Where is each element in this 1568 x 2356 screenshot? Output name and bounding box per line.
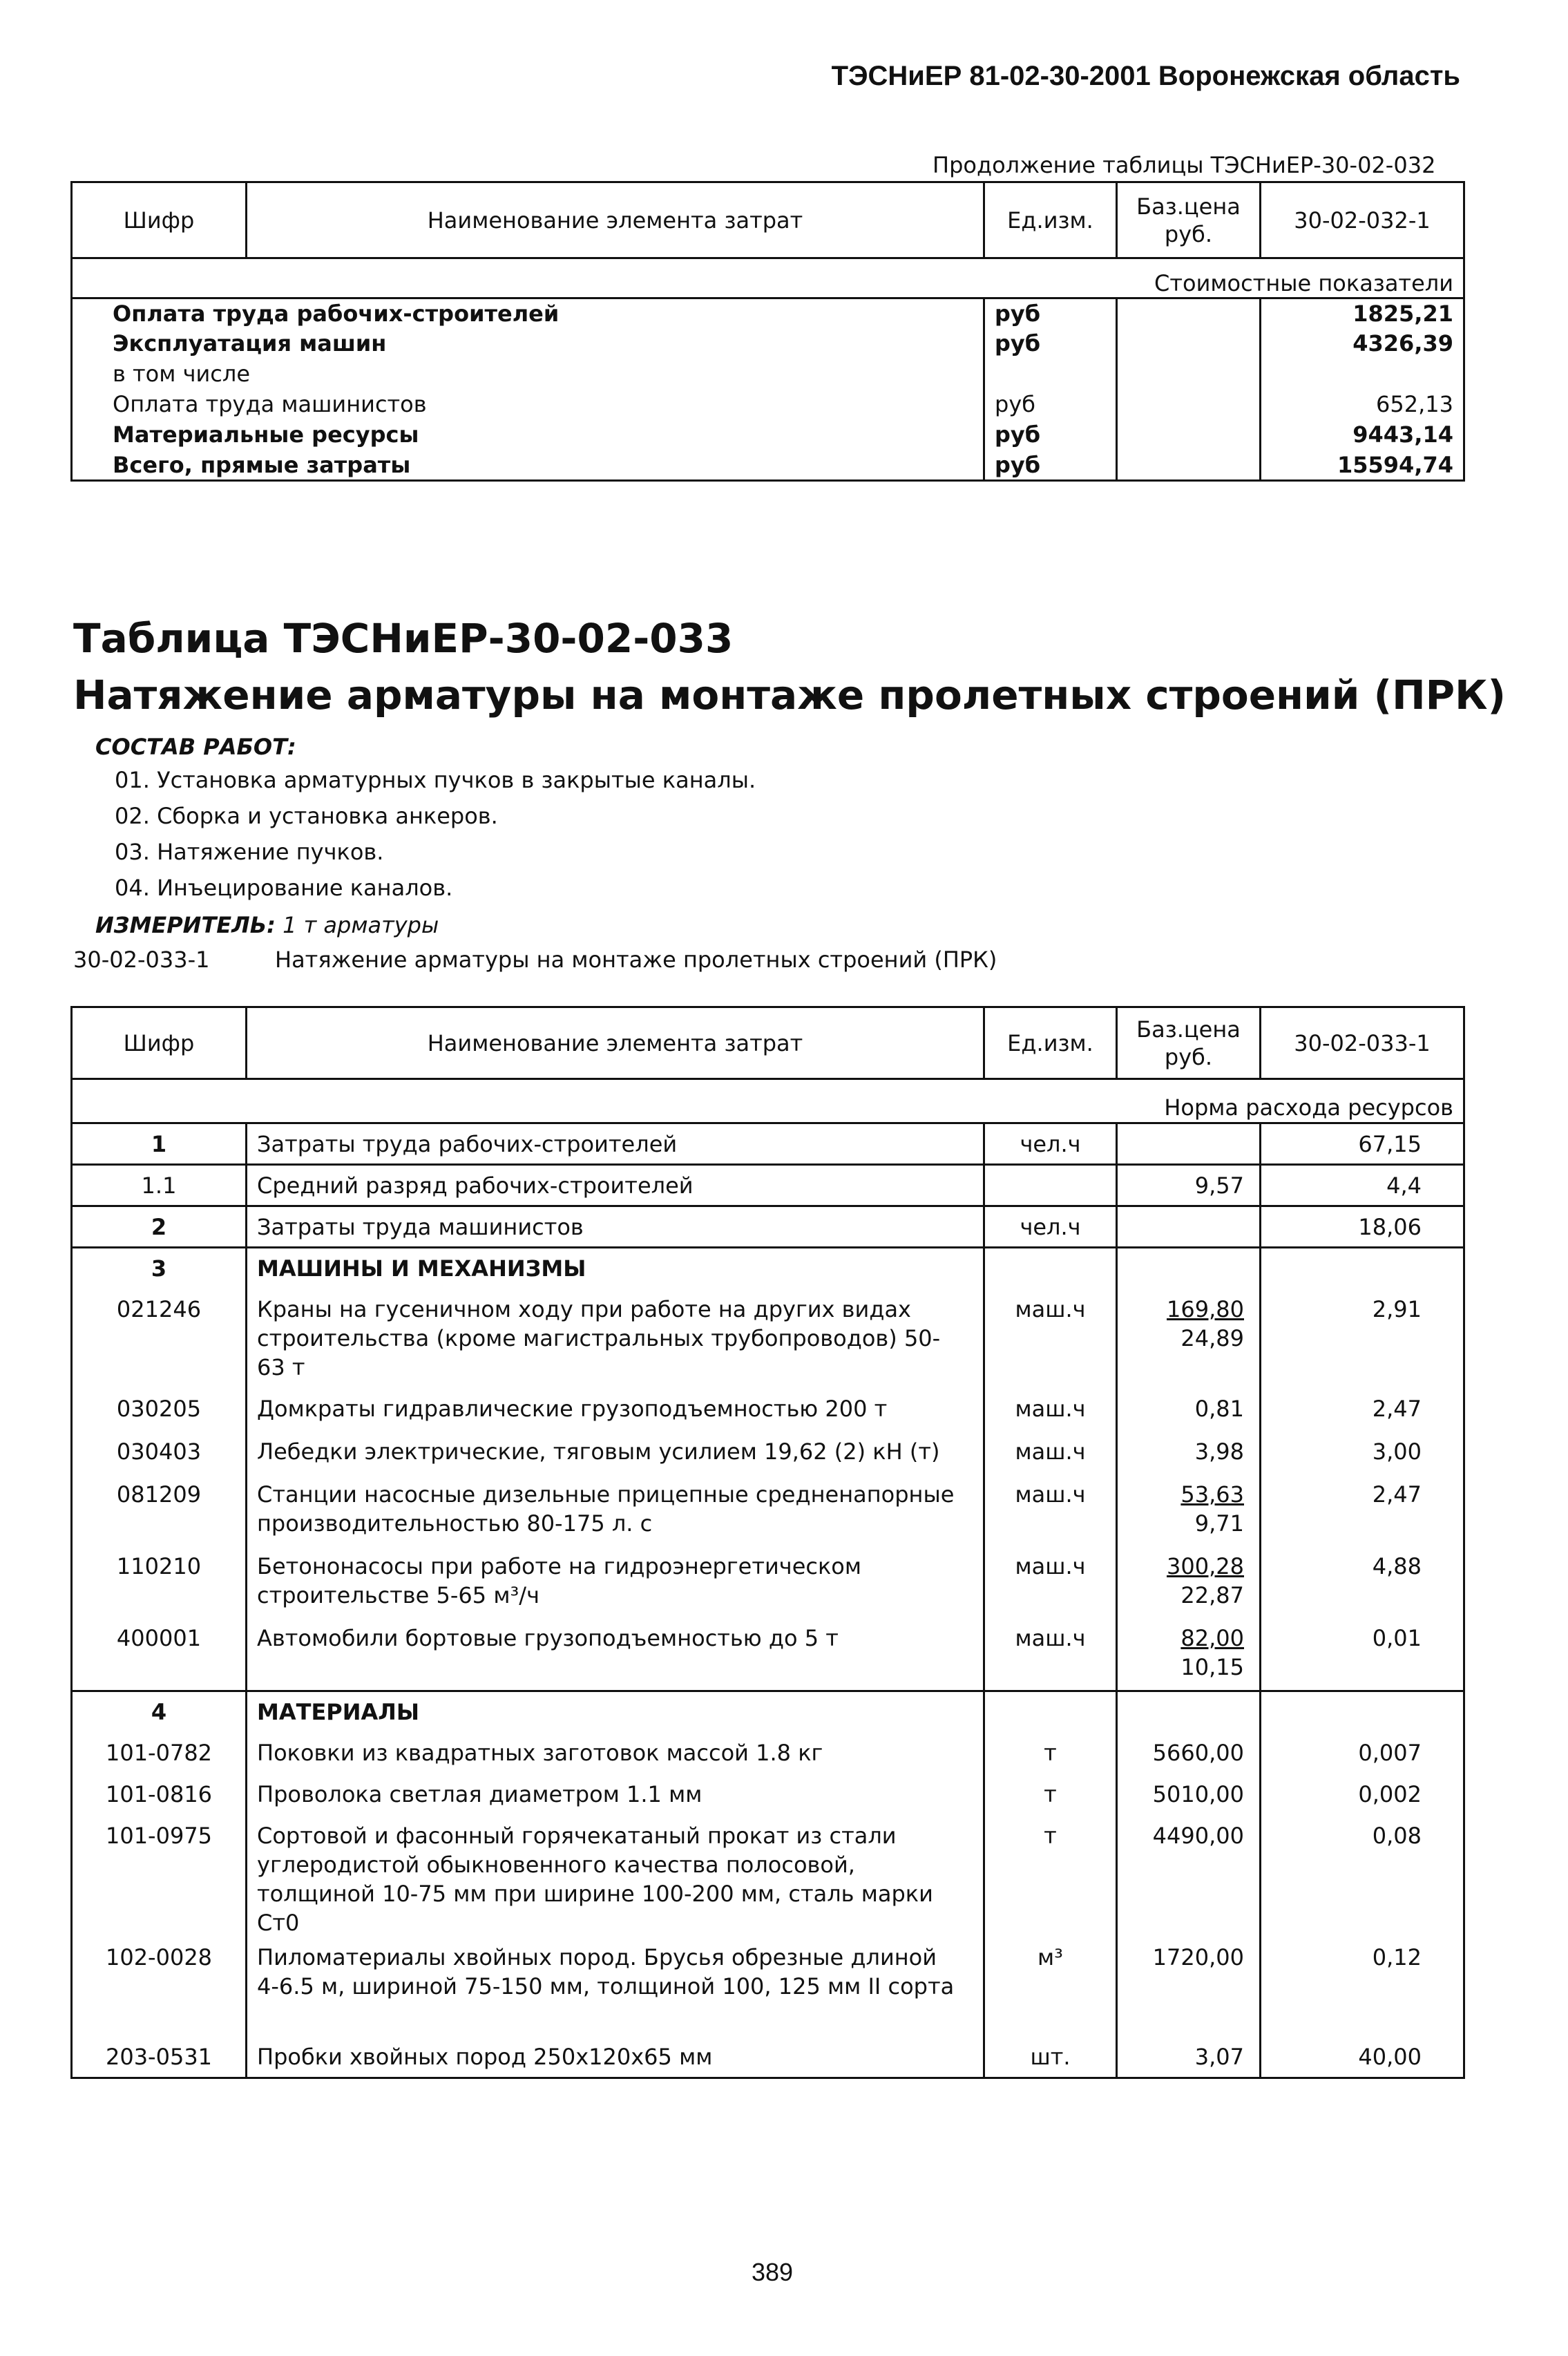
resource-price	[1117, 1123, 1261, 1165]
cost-item-name: Оплата труда машинистов	[113, 390, 427, 417]
cost-item-value: 1825,21	[1261, 298, 1464, 329]
resource-unit: м³	[984, 1937, 1117, 2037]
table-row	[72, 1474, 1464, 1546]
resource-code: 110210	[116, 1552, 202, 1579]
resource-price	[1117, 1206, 1261, 1248]
table-row	[72, 1248, 1464, 1289]
cost-item-name: Всего, прямые затраты	[113, 451, 411, 478]
table-row	[72, 1389, 1464, 1432]
price-value-secondary: 22,87	[1180, 1581, 1244, 1608]
table-row	[72, 1289, 1464, 1389]
resource-price	[1117, 1816, 1261, 1937]
table-row	[72, 1774, 1464, 1816]
meter-line	[95, 912, 439, 938]
work-heading: СОСТАВ РАБОТ:	[95, 734, 296, 760]
resource-code: 030205	[116, 1395, 202, 1422]
table-title: Таблица ТЭСНиЕР-30-02-033	[73, 615, 734, 662]
work-item: 03. Натяжение пучков.	[115, 839, 384, 865]
resource-code: 102-0028	[105, 1944, 213, 1970]
resource-unit: чел.ч	[984, 1123, 1117, 1165]
resource-norm: 40,00	[1261, 2037, 1464, 2078]
price-value-secondary: 10,15	[1180, 1653, 1244, 1680]
resource-price	[1117, 1165, 1261, 1206]
resource-name: МАТЕРИАЛЫ	[247, 1691, 984, 1733]
resource-unit: маш.ч	[984, 1618, 1117, 1691]
resource-code: 021246	[116, 1295, 202, 1322]
cost-item-unit: руб	[984, 420, 1117, 450]
header-name: Наименование элемента затрат	[247, 1007, 984, 1079]
resource-price	[1117, 1474, 1261, 1546]
header-col-id: 30-02-032-1	[1261, 182, 1464, 258]
resource-unit: маш.ч	[984, 1289, 1117, 1389]
cost-item-price	[1117, 420, 1261, 450]
resource-code: 203-0531	[105, 2043, 213, 2070]
item-line	[73, 947, 997, 973]
resource-price	[1117, 1248, 1261, 1289]
table-row	[72, 329, 1464, 359]
header-unit: Ед.изм.	[984, 182, 1117, 258]
resource-name: Затраты труда машинистов	[247, 1206, 984, 1248]
resource-name: МАШИНЫ И МЕХАНИЗМЫ	[247, 1248, 984, 1289]
resource-price	[1117, 1618, 1261, 1691]
header-col-id: 30-02-033-1	[1261, 1007, 1464, 1079]
resource-unit: маш.ч	[984, 1546, 1117, 1618]
cost-indicators-table	[70, 181, 1465, 482]
resource-code: 1	[151, 1131, 167, 1157]
resource-code: 1.1	[141, 1172, 177, 1199]
cost-item-price	[1117, 359, 1261, 390]
table-row	[72, 420, 1464, 450]
resource-unit	[984, 1248, 1117, 1289]
resource-norm: 2,47	[1261, 1389, 1464, 1432]
table-row	[72, 1432, 1464, 1474]
resource-code: 030403	[116, 1438, 202, 1465]
resource-name: Бетононасосы при работе на гидроэнергетическом строительстве 5-65 м³/ч	[247, 1546, 984, 1618]
resource-price	[1117, 2037, 1261, 2078]
price-value: 9,57	[1194, 1172, 1244, 1199]
table-row	[72, 1546, 1464, 1618]
resource-name: Проволока светлая диаметром 1.1 мм	[247, 1774, 984, 1816]
table-row	[72, 1733, 1464, 1774]
resource-unit	[984, 1691, 1117, 1733]
resource-norm: 4,88	[1261, 1546, 1464, 1618]
price-value: 1720,00	[1152, 1944, 1244, 1970]
price-value-secondary: 9,71	[1194, 1510, 1244, 1537]
cost-item-name: Материальные ресурсы	[113, 421, 419, 448]
cost-item-price	[1117, 390, 1261, 420]
resource-name: Пробки хвойных пород 250х120х65 мм	[247, 2037, 984, 2078]
resource-norm: 2,91	[1261, 1289, 1464, 1389]
resource-norm	[1261, 1691, 1464, 1733]
table-row	[72, 1123, 1464, 1165]
table-row	[72, 450, 1464, 481]
resource-price	[1117, 1774, 1261, 1816]
resource-unit: шт.	[984, 2037, 1117, 2078]
cost-item-value	[1261, 359, 1464, 390]
table-row	[72, 390, 1464, 420]
table-row	[72, 1165, 1464, 1206]
resource-norm: 0,002	[1261, 1774, 1464, 1816]
work-item: 01. Установка арматурных пучков в закрытые каналы.	[115, 767, 756, 793]
resource-price	[1117, 1289, 1261, 1389]
section-label: Норма расхода ресурсов	[1164, 1094, 1453, 1121]
header-price: Баз.цена руб.	[1117, 1007, 1261, 1079]
cost-item-value: 652,13	[1261, 390, 1464, 420]
resource-code: 101-0816	[105, 1780, 213, 1807]
resource-unit	[984, 1165, 1117, 1206]
cost-item-name: в том числе	[113, 360, 250, 387]
price-value: 53,63	[1180, 1481, 1244, 1508]
resource-unit: т	[984, 1816, 1117, 1937]
resource-norm: 0,12	[1261, 1937, 1464, 2037]
resource-norm	[1261, 1248, 1464, 1289]
resource-unit: маш.ч	[984, 1474, 1117, 1546]
cost-item-unit	[984, 359, 1117, 390]
cost-item-price	[1117, 450, 1261, 481]
cost-item-value: 9443,14	[1261, 420, 1464, 450]
price-value-secondary: 24,89	[1180, 1324, 1244, 1351]
table-row	[72, 1816, 1464, 1937]
resource-price	[1117, 1691, 1261, 1733]
resource-name: Домкраты гидравлические грузоподъемностью 200 т	[247, 1389, 984, 1432]
price-value: 3,98	[1194, 1438, 1244, 1465]
resource-name: Затраты труда рабочих-строителей	[247, 1123, 984, 1165]
resource-norm: 67,15	[1261, 1123, 1464, 1165]
resource-unit: чел.ч	[984, 1206, 1117, 1248]
header-price: Баз.цена руб.	[1117, 182, 1261, 258]
resource-norm: 0,01	[1261, 1618, 1464, 1691]
meter-label: ИЗМЕРИТЕЛЬ:	[95, 912, 276, 938]
cost-item-value: 4326,39	[1261, 329, 1464, 359]
resource-price	[1117, 1432, 1261, 1474]
header-code: Шифр	[72, 1007, 247, 1079]
resource-code: 081209	[116, 1481, 202, 1508]
resource-norm: 18,06	[1261, 1206, 1464, 1248]
price-value: 169,80	[1167, 1295, 1244, 1322]
header-name: Наименование элемента затрат	[247, 182, 984, 258]
resource-name: Средний разряд рабочих-строителей	[247, 1165, 984, 1206]
meter-value: 1 т арматуры	[283, 912, 439, 938]
cost-item-unit: руб	[984, 298, 1117, 329]
cost-item-price	[1117, 329, 1261, 359]
resource-code: 101-0975	[105, 1822, 213, 1849]
table-row	[72, 1206, 1464, 1248]
running-header: ТЭСНиЕР 81-02-30-2001 Воронежская область	[831, 61, 1460, 91]
resource-name: Поковки из квадратных заготовок массой 1.8 кг	[247, 1733, 984, 1774]
price-value: 0,81	[1194, 1395, 1244, 1422]
work-item: 04. Инъецирование каналов.	[115, 875, 453, 901]
resource-name: Пиломатериалы хвойных пород. Брусья обрезные длиной 4-6.5 м, шириной 75-150 мм, толщиной 100, 125 мм II сорта	[247, 1937, 984, 2037]
resource-price	[1117, 1733, 1261, 1774]
cost-item-unit: руб	[984, 390, 1117, 420]
resource-code: 4	[151, 1699, 167, 1725]
resource-price	[1117, 1389, 1261, 1432]
resource-price	[1117, 1937, 1261, 2037]
resource-norm: 0,007	[1261, 1733, 1464, 1774]
price-value: 300,28	[1167, 1552, 1244, 1579]
resource-unit: т	[984, 1733, 1117, 1774]
table-row	[72, 1618, 1464, 1691]
resource-norm: 0,08	[1261, 1816, 1464, 1937]
cost-item-name: Эксплуатация машин	[113, 330, 387, 357]
header-code: Шифр	[72, 182, 247, 258]
cost-item-unit: руб	[984, 450, 1117, 481]
resource-code: 400001	[116, 1624, 202, 1651]
resource-norms-table	[70, 1006, 1465, 2079]
cost-item-name: Оплата труда рабочих-строителей	[113, 301, 560, 327]
header-unit: Ед.изм.	[984, 1007, 1117, 1079]
price-value: 5010,00	[1152, 1780, 1244, 1807]
resource-code: 101-0782	[105, 1739, 213, 1766]
cost-item-value: 15594,74	[1261, 450, 1464, 481]
price-value: 82,00	[1180, 1624, 1244, 1651]
work-item: 02. Сборка и установка анкеров.	[115, 803, 498, 829]
table-row	[72, 359, 1464, 390]
table-row	[72, 2037, 1464, 2078]
resource-norm: 3,00	[1261, 1432, 1464, 1474]
price-value: 5660,00	[1152, 1739, 1244, 1766]
item-code: 30-02-033-1	[73, 947, 210, 973]
table-row	[72, 1691, 1464, 1733]
resource-unit: маш.ч	[984, 1432, 1117, 1474]
resource-name: Лебедки электрические, тяговым усилием 19,62 (2) кН (т)	[247, 1432, 984, 1474]
cost-item-unit: руб	[984, 329, 1117, 359]
resource-name: Сортовой и фасонный горячекатаный прокат из стали углеродистой обыкновенного качества полосовой, толщиной 10-75 мм при ширине 100-200 мм, сталь марки Ст0	[247, 1816, 984, 1937]
table-subtitle: Натяжение арматуры на монтаже пролетных строений (ПРК)	[73, 672, 1507, 719]
price-value: 3,07	[1194, 2043, 1244, 2070]
cost-item-price	[1117, 298, 1261, 329]
resource-name: Автомобили бортовые грузоподъемностью до 5 т	[247, 1618, 984, 1691]
resource-price	[1117, 1546, 1261, 1618]
resource-unit: т	[984, 1774, 1117, 1816]
table-row	[72, 298, 1464, 329]
price-value: 4490,00	[1152, 1822, 1244, 1849]
section-label: Стоимостные показатели	[72, 258, 1464, 298]
resource-name: Станции насосные дизельные прицепные средненапорные производительностью 80-175 л. с	[247, 1474, 984, 1546]
table-continuation-label: Продолжение таблицы ТЭСНиЕР-30-02-032	[933, 152, 1436, 178]
resource-norm: 4,4	[1261, 1165, 1464, 1206]
item-name: Натяжение арматуры на монтаже пролетных строений (ПРК)	[275, 947, 997, 973]
resource-norm: 2,47	[1261, 1474, 1464, 1546]
resource-code: 2	[151, 1214, 167, 1240]
resource-name: Краны на гусеничном ходу при работе на других видах строительства (кроме магистральных трубопроводов) 50-63 т	[247, 1289, 984, 1389]
table-row	[72, 1937, 1464, 2037]
resource-unit: маш.ч	[984, 1389, 1117, 1432]
page-number: 389	[752, 2258, 794, 2286]
resource-code: 3	[151, 1255, 167, 1282]
